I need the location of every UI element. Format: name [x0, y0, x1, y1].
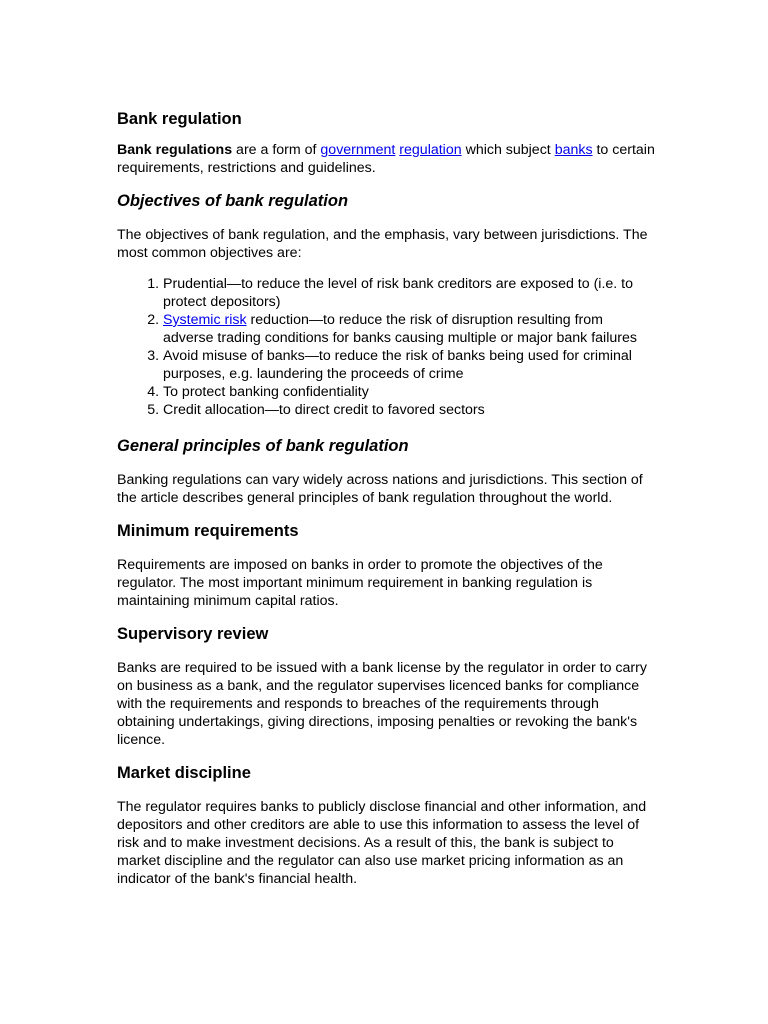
minimum-requirements-paragraph: Requirements are imposed on banks in order to promote the objectives of the regulator. The most important minimum requirement in banking regulation is maintaining minimum capital ratios. — [117, 557, 603, 609]
link-systemic-risk[interactable]: Systemic risk — [163, 312, 247, 328]
market-discipline-paragraph: The regulator requires banks to publicly disclose financial and other information, and depositors and other creditors are able to use this information to assess the level of risk and to make investment decisions. As a result of this, the bank is subject to market discipline and the regulator can also use market pricing information as an indicator of the bank's financial health. — [117, 799, 647, 887]
list-item: 4. To protect banking confidentiality — [163, 383, 657, 401]
objectives-list — [117, 275, 657, 419]
list-item: 5. Credit allocation—to direct credit to favored sectors — [163, 401, 657, 419]
intro-bold-term: Bank regulations — [117, 142, 233, 158]
list-item: 2. Systemic risk reduction—to reduce the risk of disruption resulting from adverse trading conditions for banks causing multiple or major bank failures — [163, 311, 657, 347]
article — [117, 108, 657, 888]
page-title: Bank regulation — [117, 110, 242, 128]
market-discipline-heading: Market discipline — [117, 764, 251, 782]
list-item: 1. Prudential—to reduce the level of risk bank creditors are exposed to (i.e. to protect depositors) — [163, 275, 657, 311]
supervisory-review-heading: Supervisory review — [117, 625, 269, 643]
objectives-heading: Objectives of bank regulation — [117, 192, 349, 210]
general-principles-paragraph: Banking regulations can vary widely across nations and jurisdictions. This section of the article describes general principles of bank regulation throughout the world. — [117, 472, 643, 506]
link-banks[interactable]: banks — [554, 142, 593, 158]
general-principles-heading: General principles of bank regulation — [117, 437, 409, 455]
intro-paragraph: Bank regulations are a form of government regulation which subject banks to certain requirements, restrictions and guidelines. — [117, 142, 655, 176]
link-government[interactable]: government — [320, 142, 396, 158]
objectives-paragraph: The objectives of bank regulation, and the emphasis, vary between jurisdictions. The most common objectives are: — [117, 227, 648, 261]
link-regulation[interactable]: regulation — [399, 142, 462, 158]
supervisory-review-paragraph: Banks are required to be issued with a bank license by the regulator in order to carry on business as a bank, and the regulator supervises licenced banks for compliance with the requirements and responds to breaches of the requirements through obtaining undertakings, giving directions, imposing penalties or revoking the bank's licence. — [117, 660, 647, 748]
minimum-requirements-heading: Minimum requirements — [117, 522, 299, 540]
list-item: 3. Avoid misuse of banks—to reduce the risk of banks being used for criminal purposes, e.g. laundering the proceeds of crime — [163, 347, 657, 383]
